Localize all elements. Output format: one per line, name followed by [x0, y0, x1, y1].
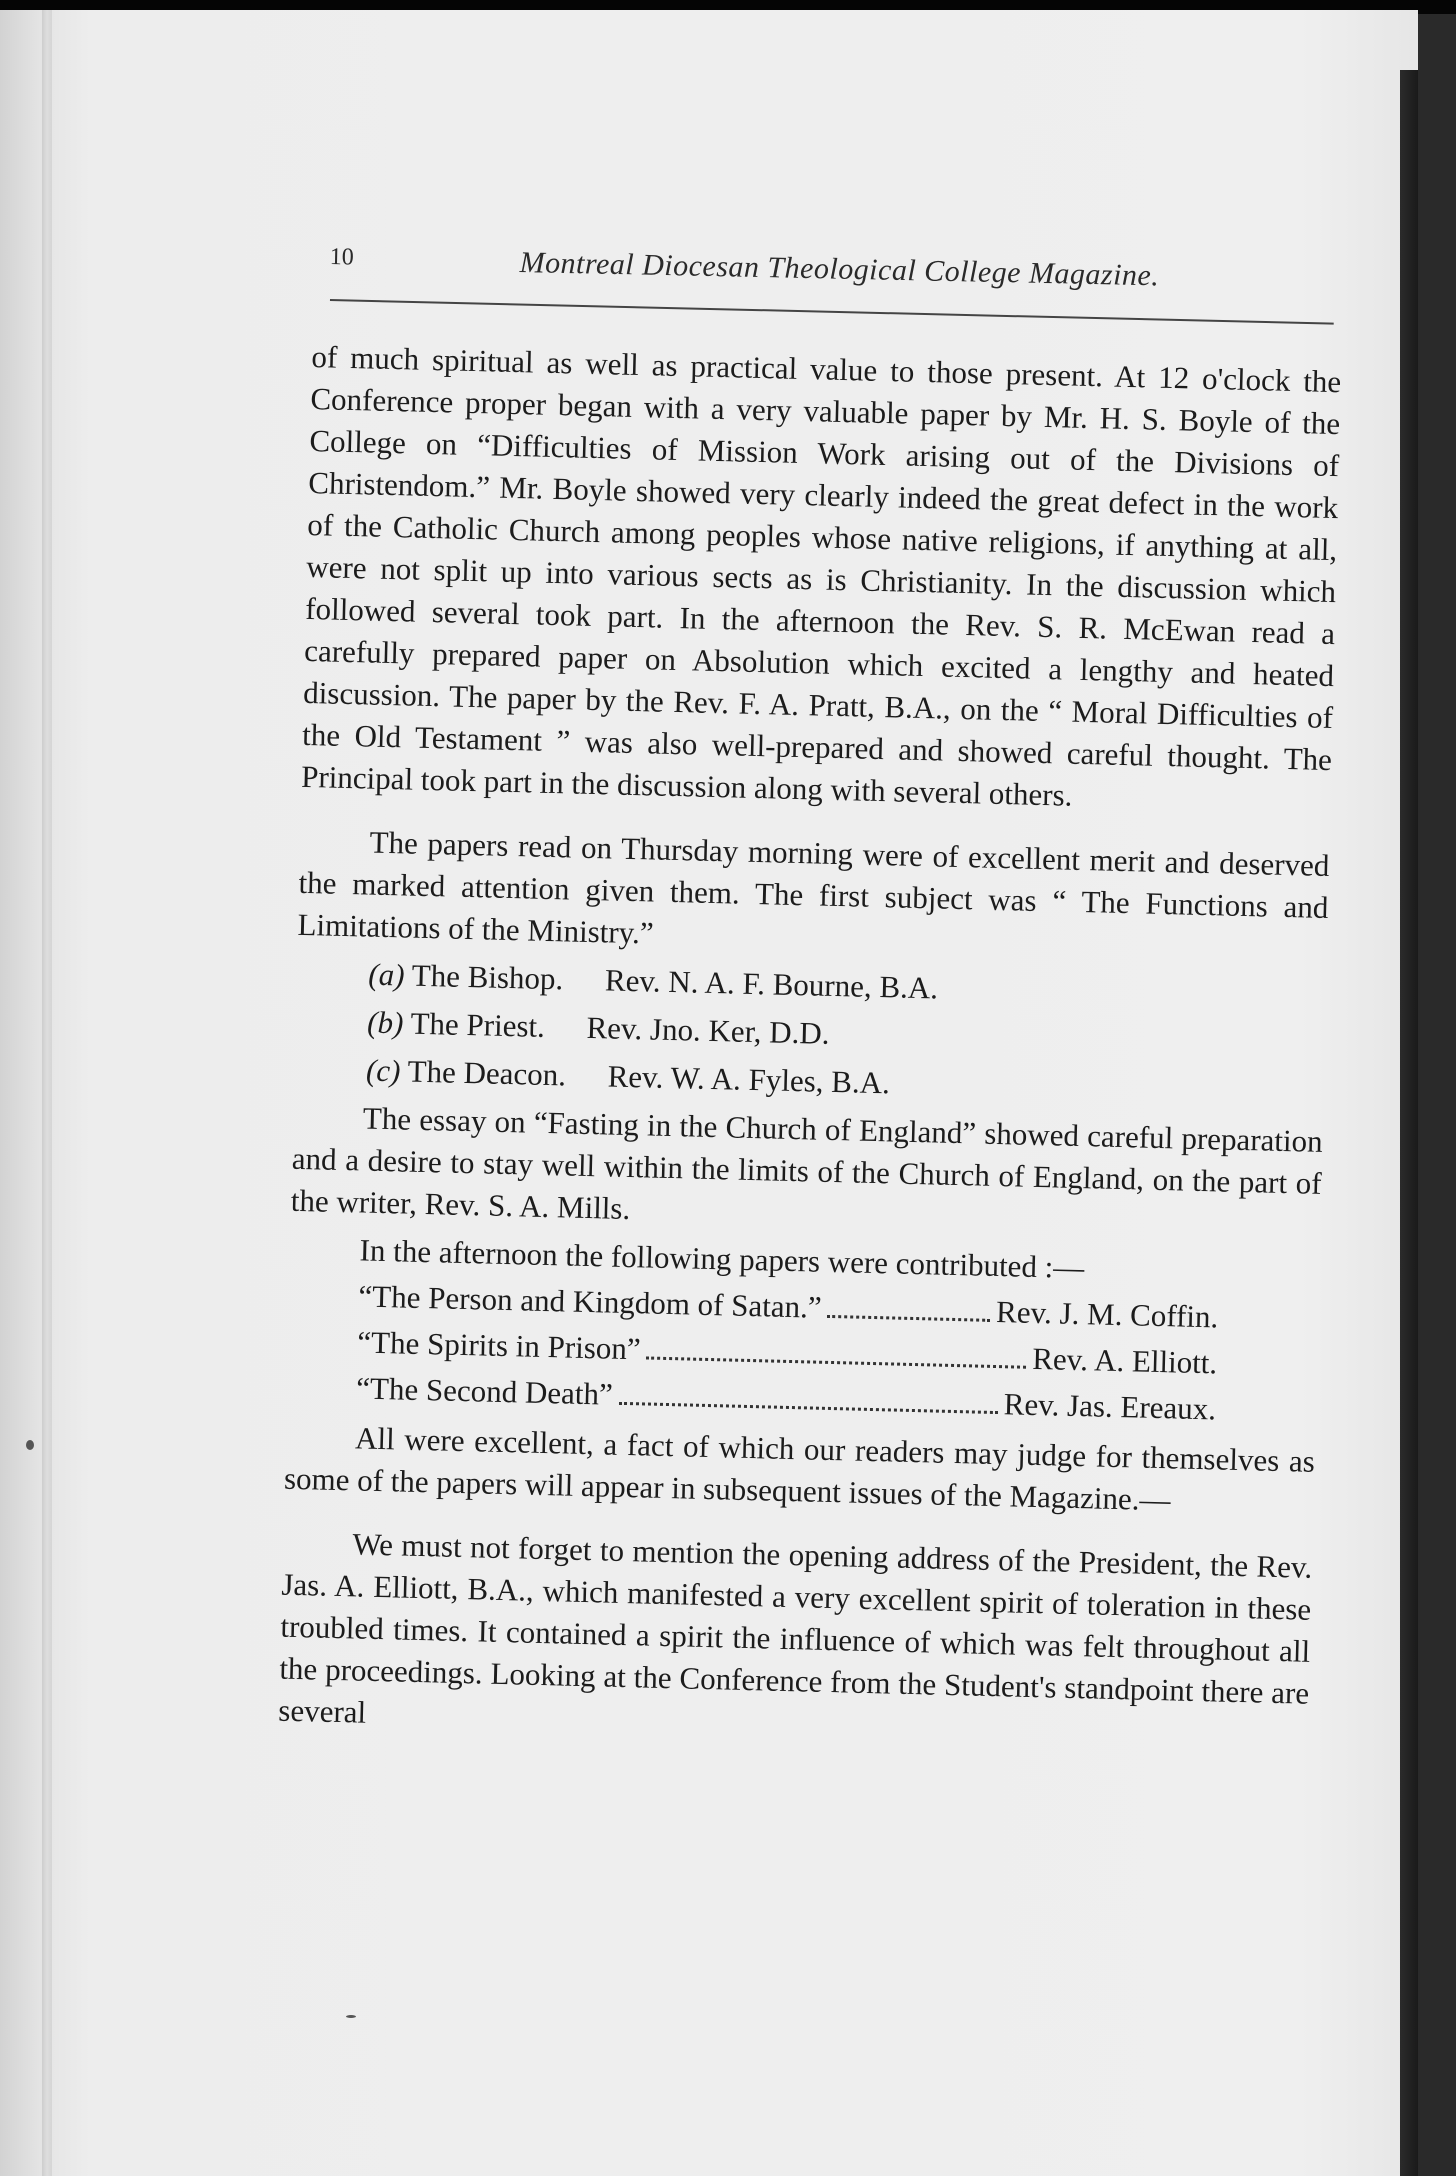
dot-leader [618, 1402, 997, 1414]
list-letter: (a) [367, 956, 406, 993]
paper-author: Rev. A. Elliott. [1031, 1340, 1218, 1381]
book-spine-shadow [42, 10, 52, 2176]
paragraph: The essay on “Fasting in the Church of England” showed careful preparation and a desire to stay well within the limits of the Church of England, on the part of the writer, Rev. S. A. Mills. [290, 1100, 1324, 1227]
book-page [0, 10, 1418, 2176]
running-head: Montreal Diocesan Theological College Magazine. [519, 245, 1160, 293]
paragraph: The papers read on Thursday morning were of excellent merit and deserved the marked attention given them. The first subject was “ The Functions and Limitations of the Ministry.” [297, 824, 1330, 951]
paragraph: We must not forget to mention the opening address of the President, the Rev. Jas. A. Elliott, B.A., which manifested a very excellent spirit of toleration in these troubled times. It contained a spirit the influence of which was felt throughout all the proceedings. Looking at the Conference from the Student's standpoint there are several [277, 1526, 1313, 1730]
paragraph: All were excellent, a fact of which our readers may judge for themselves as some of the papers will appear in subsequent issues of the Magazine.— [283, 1420, 1316, 1518]
list-author: Rev. N. A. F. Bourne, B.A. [604, 962, 939, 1006]
article-body [278, 336, 1342, 1757]
page-edge-shadow [1400, 70, 1418, 2176]
scan-speck [346, 2015, 356, 2018]
paper-title: “The Person and Kingdom of Satan.” [358, 1278, 823, 1325]
dot-leader [827, 1315, 990, 1322]
list-letter: (c) [365, 1052, 401, 1089]
list-office: The Priest. [410, 1005, 546, 1044]
list-office: The Bishop. [411, 957, 564, 997]
list-office: The Deacon. [407, 1053, 567, 1093]
paragraph: of much spiritual as well as practical value to those present. At 12 o'clock the Conference proper began with a very valuable paper by Mr. H. S. Boyle of the College on “Difficulties of Mission Work arising out of the Divisions of Christendom.” Mr. Boyle showed very clearly indeed the great defect in the work of the Catholic Church among peoples whose native religions, if anything at all, were not split up into various sects as is Christianity. In the discussion which followed several took part. In the afternoon the Rev. S. R. McEwan read a carefully prepared paper on Absolution which excited a lengthy and heated discussion. The paper by the Rev. F. A. Pratt, B.A., on the “ Moral Difficulties of the Old Testament ” was also well-prepared and showed careful thought. The Principal took part in the discussion along with several others. [300, 338, 1342, 813]
scan-speck [26, 1440, 34, 1450]
paper-author: Rev. Jas. Ereaux. [1003, 1386, 1217, 1427]
dot-leader [646, 1356, 1026, 1368]
paper-author: Rev. J. M. Coffin. [995, 1294, 1219, 1335]
list-author: Rev. Jno. Ker, D.D. [586, 1009, 830, 1051]
paragraph: In the afternoon the following papers were contributed :— [359, 1232, 1085, 1286]
list-letter: (b) [366, 1004, 404, 1041]
paper-title: “The Spirits in Prison” [357, 1324, 642, 1367]
paper-title: “The Second Death” [355, 1370, 614, 1412]
list-author: Rev. W. A. Fyles, B.A. [607, 1058, 891, 1101]
page-number: 10 [329, 244, 354, 271]
